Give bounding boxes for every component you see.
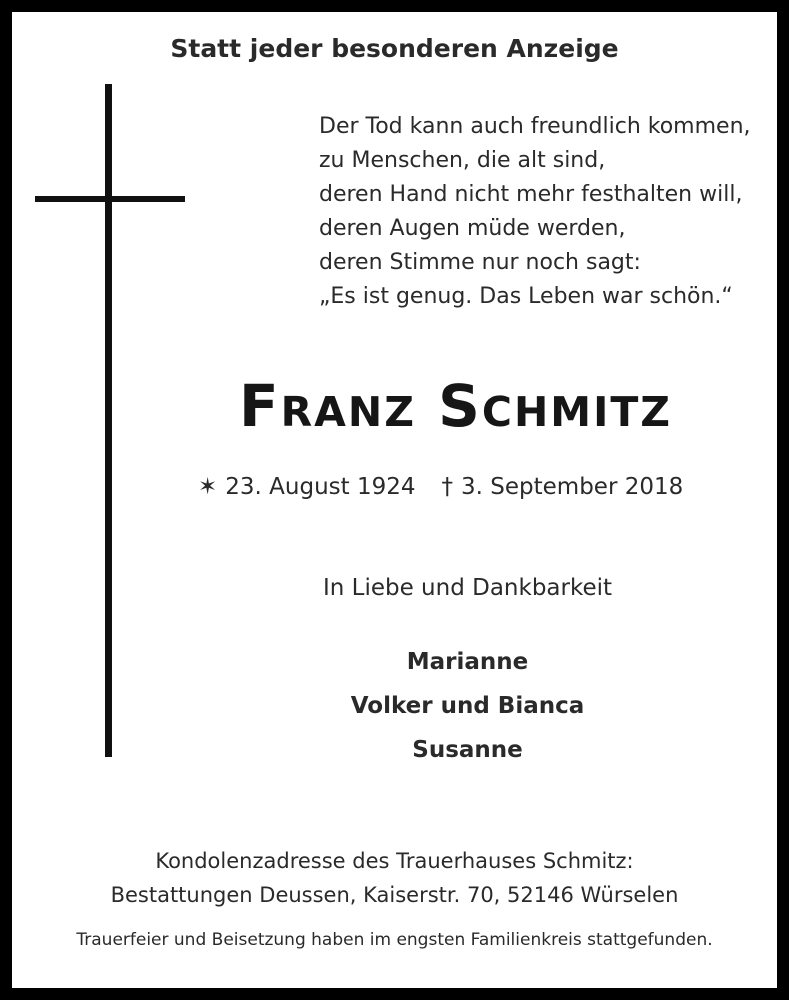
birth-star-icon: ✶ bbox=[198, 474, 218, 500]
poem bbox=[319, 110, 751, 314]
condolence-line: Kondolenzadresse des Trauerhauses Schmitz: bbox=[155, 849, 634, 873]
family-member: Volker und Bianca bbox=[350, 693, 585, 719]
condolence-address bbox=[12, 844, 777, 912]
deceased-name: Franz Schmitz bbox=[238, 372, 673, 440]
poem-line: deren Augen müde werden, bbox=[319, 216, 626, 241]
birth-date: 23. August 1924 bbox=[225, 474, 416, 500]
header-text: Statt jeder besonderen Anzeige bbox=[170, 34, 619, 63]
life-dates bbox=[198, 474, 683, 500]
poem-line: Der Tod kann auch freundlich kommen, bbox=[319, 114, 751, 139]
poem-line: deren Hand nicht mehr festhalten will, bbox=[319, 182, 743, 207]
poem-line: zu Menschen, die alt sind, bbox=[319, 148, 606, 173]
death-date: 3. September 2018 bbox=[461, 474, 684, 500]
dedication-text: In Liebe und Dankbarkeit bbox=[322, 575, 613, 601]
death-cross-icon: † bbox=[441, 474, 454, 500]
condolence-line: Bestattungen Deussen, Kaiserstr. 70, 52146 Würselen bbox=[110, 883, 679, 907]
poem-line: „Es ist genug. Das Leben war schön.“ bbox=[319, 284, 733, 309]
footer-note: Trauerfeier und Beisetzung haben im engsten Familienkreis stattgefunden. bbox=[76, 930, 713, 950]
family-member: Susanne bbox=[412, 737, 523, 763]
poem-line: deren Stimme nur noch sagt: bbox=[319, 250, 641, 275]
family-list bbox=[12, 640, 777, 772]
family-member: Marianne bbox=[406, 649, 529, 675]
obituary-notice bbox=[12, 12, 777, 988]
cross-icon-horizontal bbox=[35, 196, 185, 202]
